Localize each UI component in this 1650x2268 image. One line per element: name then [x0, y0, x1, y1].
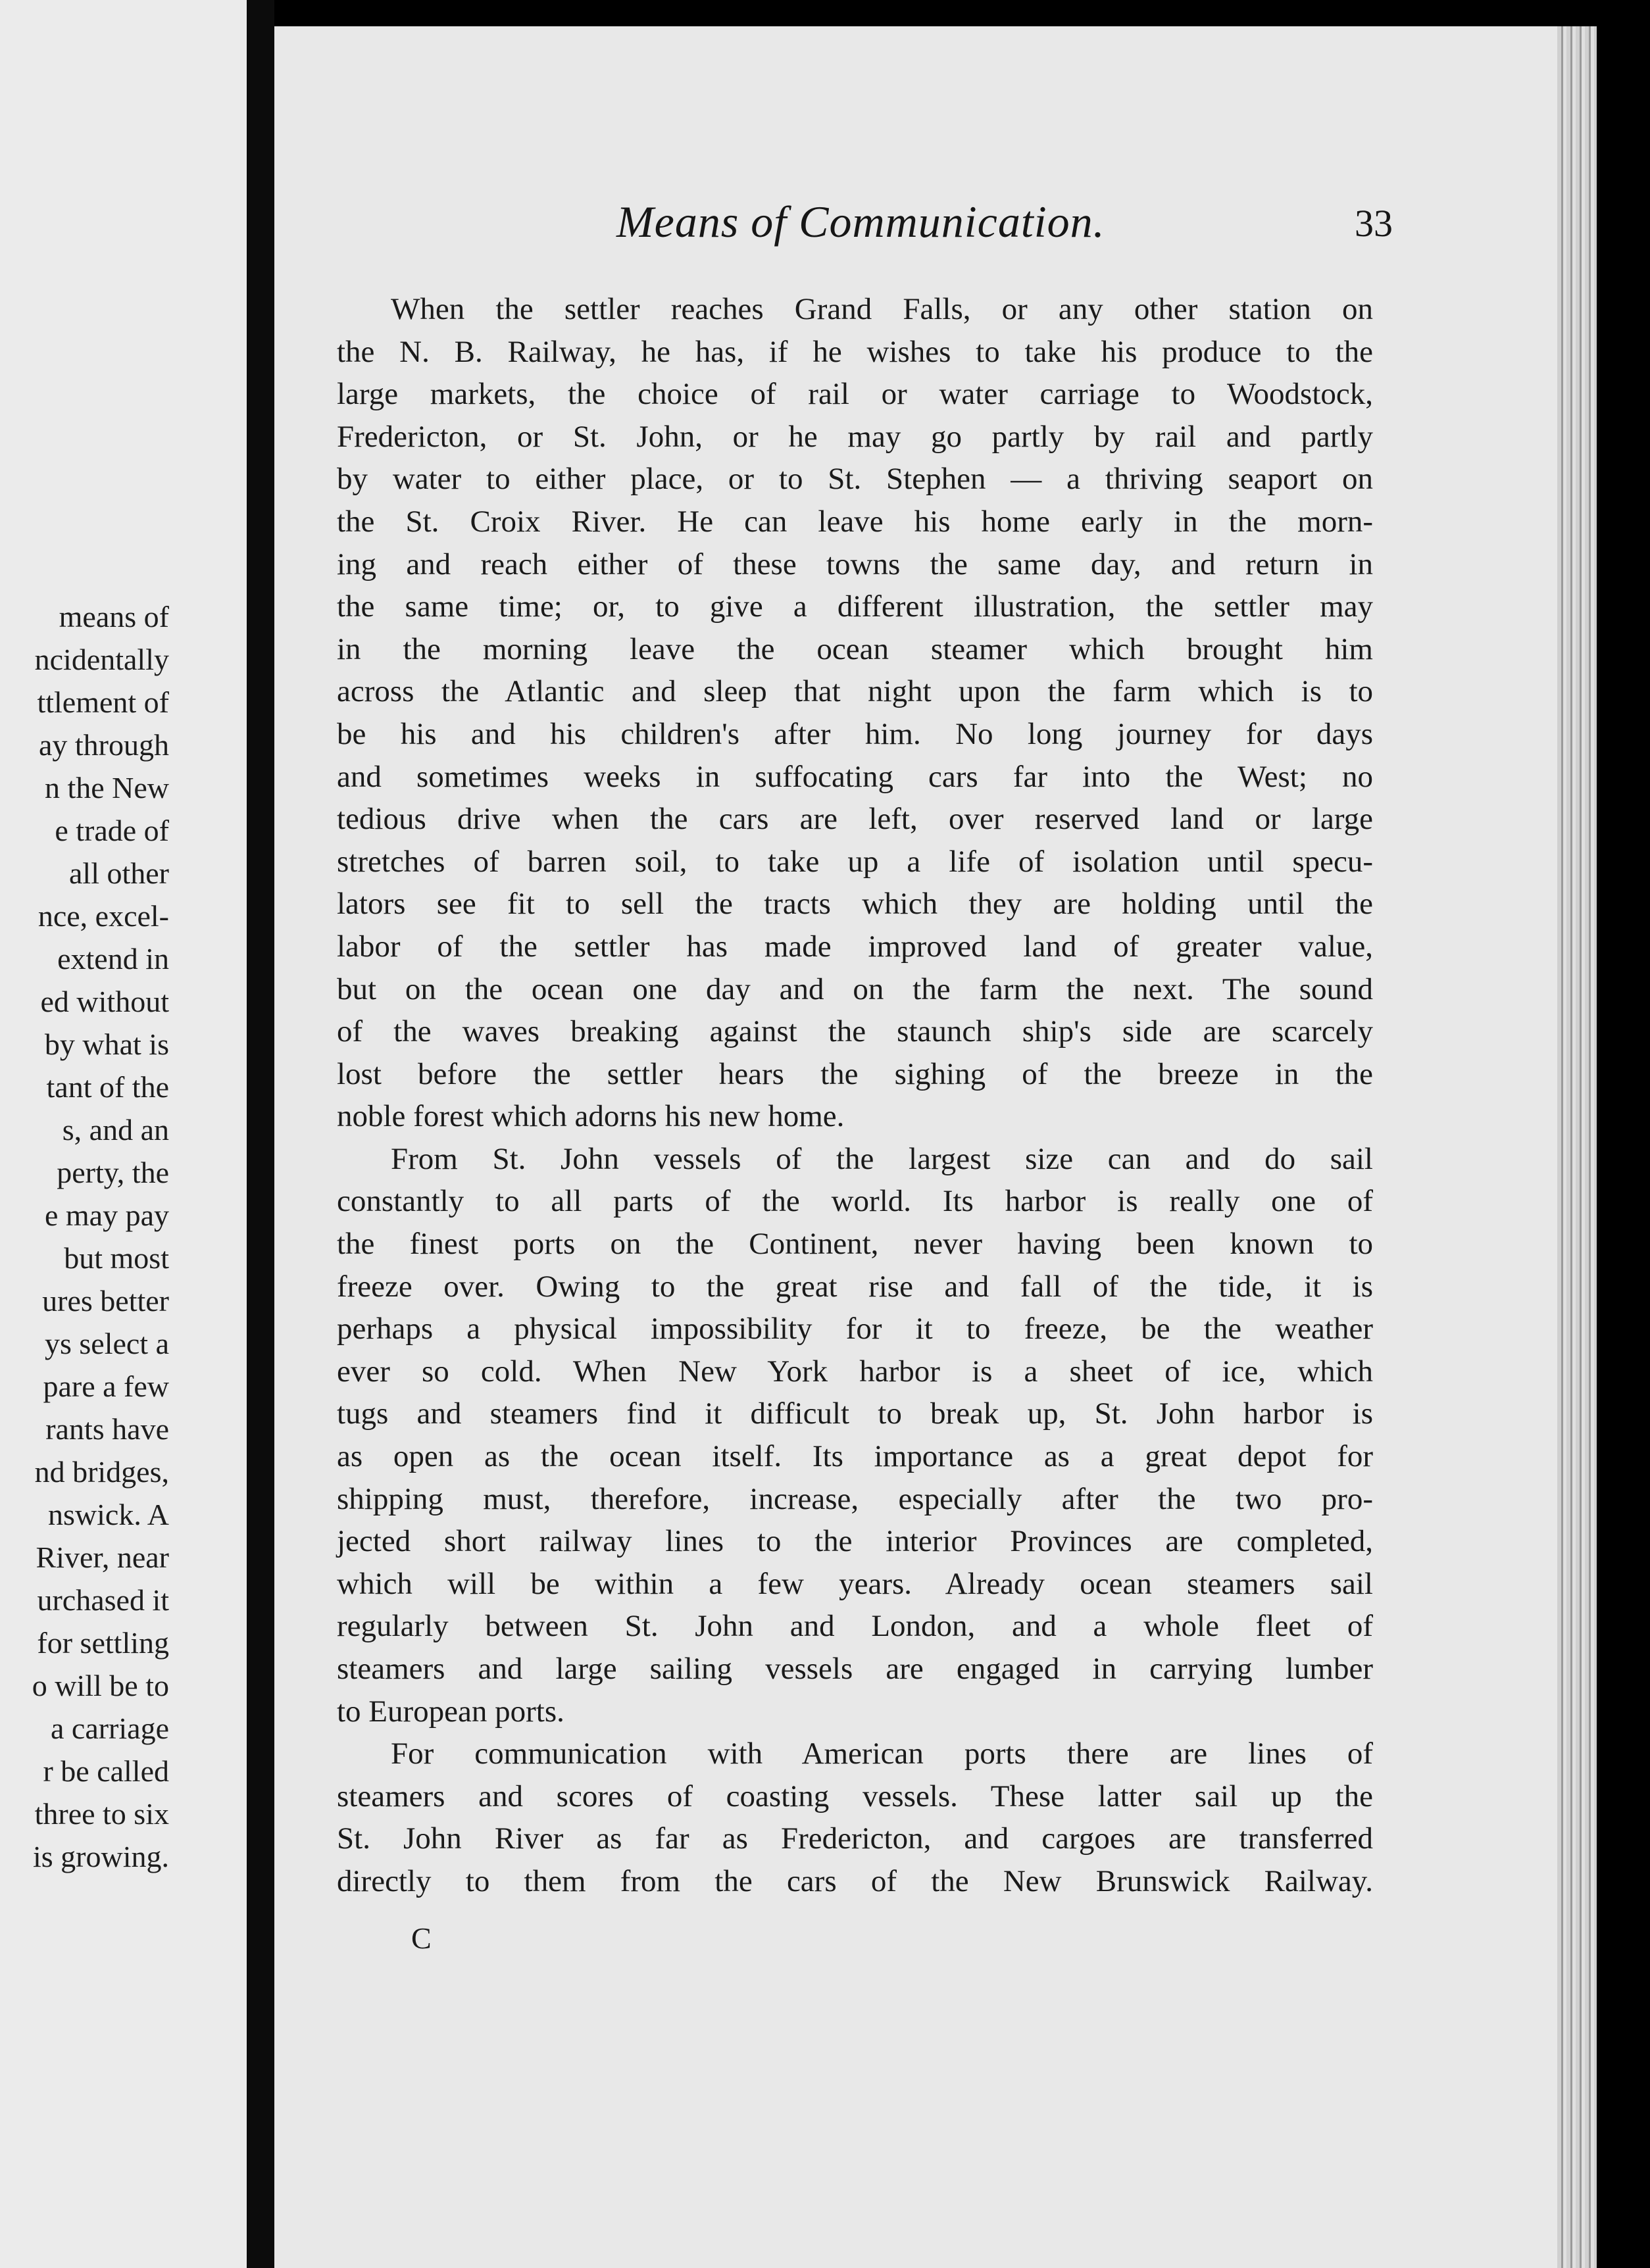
left-line: n the New [44, 771, 169, 804]
text-line: steamers and scores of coasting vessels. These latter sail up the [337, 1779, 1373, 1813]
left-line: is growing. [33, 1840, 169, 1873]
text-line: freeze over. Owing to the great rise and fall of the tide, it is [337, 1269, 1373, 1304]
left-line: s, and an [62, 1113, 169, 1146]
text-line: stretches of barren soil, to take up a life of isolation until specu- [337, 844, 1373, 879]
left-line: River, near [36, 1541, 169, 1574]
text-line: the St. Croix River. He can leave his home early in the morn- [337, 504, 1373, 539]
text-line: the same time; or, to give a different illustration, the settler may [337, 589, 1373, 624]
text-line: jected short railway lines to the interior Provinces are completed, [337, 1524, 1373, 1559]
text-line: steamers and large sailing vessels are engaged in carrying lumber [337, 1652, 1373, 1686]
text-line: and sometimes weeks in suffocating cars far into the West; no [337, 759, 1373, 794]
signature-mark: C [411, 1921, 432, 1955]
text-line: as open as the ocean itself. Its importance as a great depot for [337, 1439, 1373, 1474]
text-line: directly to them from the cars of the New Brunswick Railway. [337, 1863, 1373, 1898]
text-line: ing and reach either of these towns the same day, and return in [337, 547, 1373, 581]
left-line: ncidentally [34, 643, 169, 676]
text-line: large markets, the choice of rail or water carriage to Woodstock, [337, 377, 1373, 412]
left-line: perty, the [57, 1156, 169, 1189]
left-line: ures better [42, 1284, 169, 1318]
left-line: by what is [44, 1027, 169, 1061]
left-line: urchased it [37, 1583, 169, 1617]
left-line: but most [64, 1241, 169, 1275]
book-gutter [247, 0, 274, 2268]
left-line: ay through [38, 728, 169, 762]
page-edge [1557, 26, 1597, 2268]
left-line: r be called [43, 1754, 169, 1788]
left-line: ys select a [44, 1327, 169, 1360]
text-line: across the Atlantic and sleep that night upon the farm which is to [337, 674, 1373, 709]
left-line: ed without [40, 985, 169, 1018]
text-line: be his and his children's after him. No long journey for days [337, 716, 1373, 751]
text-line: to European ports. [337, 1694, 564, 1729]
left-line: three to six [34, 1797, 169, 1831]
running-head: Means of Communication. [616, 197, 1105, 247]
left-line: nd bridges, [34, 1455, 169, 1489]
page-number: 33 [1355, 202, 1393, 245]
text-line: When the settler reaches Grand Falls, or any other station on [391, 292, 1373, 326]
text-line: regularly between St. John and London, and a whole fleet of [337, 1609, 1373, 1644]
text-line: labor of the settler has made improved land of greater value, [337, 929, 1373, 964]
left-line: a carriage [50, 1712, 169, 1745]
left-line: e may pay [44, 1198, 169, 1232]
text-line: of the waves breaking against the staunch ship's side are scarcely [337, 1014, 1373, 1049]
text-line: but on the ocean one day and on the farm the next. The sound [337, 972, 1373, 1006]
left-line: rants have [45, 1412, 169, 1446]
text-line: tedious drive when the cars are left, over reserved land or large [337, 802, 1373, 837]
left-line: tant of the [46, 1070, 169, 1104]
text-line: shipping must, therefore, increase, especially after the two pro- [337, 1481, 1373, 1516]
left-page-text [0, 595, 169, 1878]
text-line: lators see fit to sell the tracts which they are holding until the [337, 887, 1373, 922]
right-page [274, 26, 1597, 2268]
left-line: nswick. A [48, 1498, 169, 1531]
text-line: ever so cold. When New York harbor is a sheet of ice, which [337, 1354, 1373, 1389]
text-line: perhaps a physical impossibility for it to freeze, be the weather [337, 1312, 1373, 1346]
text-line: lost before the settler hears the sighing of the breeze in the [337, 1056, 1373, 1091]
text-line: noble forest which adorns his new home. [337, 1099, 845, 1134]
text-line: tugs and steamers find it difficult to break up, St. John harbor is [337, 1396, 1373, 1431]
text-line: by water to either place, or to St. Stephen — a thriving seaport on [337, 462, 1373, 497]
left-facing-page [0, 0, 247, 2268]
left-line: means of [59, 600, 169, 633]
body-text [337, 288, 1373, 1903]
text-line: From St. John vessels of the largest size can and do sail [391, 1141, 1373, 1176]
left-line: ttlement of [37, 685, 169, 719]
left-line: nce, excel- [38, 899, 169, 933]
left-line: extend in [57, 942, 169, 975]
text-line: the finest ports on the Continent, never having been known to [337, 1227, 1373, 1262]
text-line: For communication with American ports there are lines of [391, 1737, 1373, 1771]
left-line: all other [69, 856, 169, 890]
text-line: the N. B. Railway, he has, if he wishes to take his produce to the [337, 334, 1373, 369]
left-line: for settling [37, 1626, 169, 1660]
text-line: which will be within a few years. Already ocean steamers sail [337, 1566, 1373, 1601]
text-line: St. John River as far as Fredericton, and cargoes are transferred [337, 1821, 1373, 1856]
left-line: o will be to [32, 1669, 169, 1702]
text-line: Fredericton, or St. John, or he may go partly by rail and partly [337, 419, 1373, 454]
text-line: constantly to all parts of the world. Its harbor is really one of [337, 1184, 1373, 1219]
text-line: in the morning leave the ocean steamer which brought him [337, 631, 1373, 666]
page-header [616, 196, 1393, 255]
left-line: e trade of [55, 814, 169, 847]
left-line: pare a few [43, 1369, 169, 1403]
